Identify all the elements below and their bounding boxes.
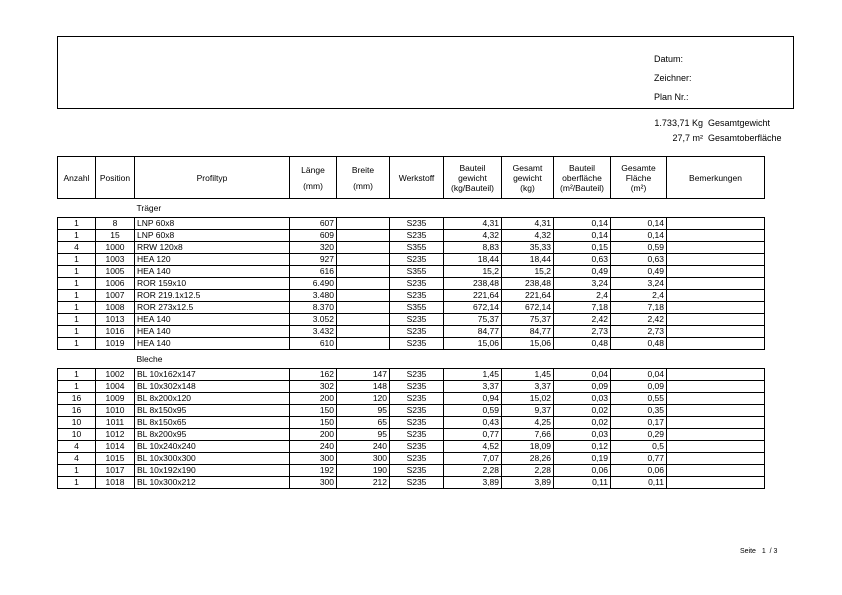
col-anzahl: Anzahl: [58, 157, 96, 199]
cell-laenge: 200: [290, 393, 337, 405]
cell-werkstoff: S235: [390, 465, 444, 477]
cell-gesamtgewicht: 7,66: [502, 429, 554, 441]
cell-breite: 240: [337, 441, 390, 453]
cell-bauteiloberflaeche: 0,03: [554, 429, 611, 441]
cell-werkstoff: S235: [390, 417, 444, 429]
cell-position: 1009: [96, 393, 135, 405]
table-header-row: [58, 157, 765, 199]
cell-profiltyp: HEA 140: [135, 338, 290, 350]
cell-gesamtgewicht: 238,48: [502, 278, 554, 290]
cell-bauteilgewicht: 672,14: [444, 302, 502, 314]
cell-profiltyp: HEA 140: [135, 266, 290, 278]
cell-bemerkungen: [667, 338, 765, 350]
cell-gesamtflaeche: 0,14: [611, 230, 667, 242]
cell-bemerkungen: [667, 381, 765, 393]
cell-werkstoff: S235: [390, 441, 444, 453]
col-bauteiloberflaeche: Bauteil oberfläche (m²/Bauteil): [554, 157, 611, 199]
table-row: [58, 477, 765, 489]
cell-anzahl: 1: [58, 278, 96, 290]
cell-gesamtflaeche: 0,35: [611, 405, 667, 417]
cell-bauteiloberflaeche: 0,63: [554, 254, 611, 266]
cell-gesamtgewicht: 9,37: [502, 405, 554, 417]
col-gesamtflaeche: Gesamte Fläche (m²): [611, 157, 667, 199]
group-title: Träger: [136, 203, 162, 213]
cell-bauteilgewicht: 221,64: [444, 290, 502, 302]
cell-bauteiloberflaeche: 0,06: [554, 465, 611, 477]
page-current: 1: [761, 548, 766, 555]
cell-bauteilgewicht: 15,06: [444, 338, 502, 350]
table-row: [58, 254, 765, 266]
cell-bauteiloberflaeche: 0,11: [554, 477, 611, 489]
total-weight-label: Gesamtgewicht: [708, 118, 771, 128]
cell-position: 1006: [96, 278, 135, 290]
cell-laenge: 240: [290, 441, 337, 453]
cell-gesamtgewicht: 4,25: [502, 417, 554, 429]
cell-anzahl: 4: [58, 242, 96, 254]
cell-bauteiloberflaeche: 0,02: [554, 405, 611, 417]
cell-gesamtflaeche: 0,14: [611, 218, 667, 230]
cell-breite: 95: [337, 405, 390, 417]
cell-bemerkungen: [667, 417, 765, 429]
cell-bemerkungen: [667, 477, 765, 489]
cell-anzahl: 1: [58, 254, 96, 266]
cell-breite: [337, 254, 390, 266]
cell-position: 1016: [96, 326, 135, 338]
cell-werkstoff: S235: [390, 218, 444, 230]
cell-bemerkungen: [667, 278, 765, 290]
cell-gesamtflaeche: 0,55: [611, 393, 667, 405]
cell-anzahl: 16: [58, 405, 96, 417]
cell-position: 1011: [96, 417, 135, 429]
cell-bauteiloberflaeche: 2,73: [554, 326, 611, 338]
cell-laenge: 320: [290, 242, 337, 254]
cell-profiltyp: ROR 219.1x12.5: [135, 290, 290, 302]
cell-gesamtgewicht: 2,28: [502, 465, 554, 477]
cell-gesamtflaeche: 0,59: [611, 242, 667, 254]
col-bemerkungen: Bemerkungen: [667, 157, 765, 199]
cell-bauteiloberflaeche: 0,04: [554, 369, 611, 381]
cell-gesamtgewicht: 18,44: [502, 254, 554, 266]
cell-position: 1013: [96, 314, 135, 326]
cell-werkstoff: S355: [390, 242, 444, 254]
cell-position: 1010: [96, 405, 135, 417]
table-row: [58, 405, 765, 417]
table-row: [58, 393, 765, 405]
cell-bauteilgewicht: 4,32: [444, 230, 502, 242]
cell-werkstoff: S355: [390, 266, 444, 278]
cell-gesamtgewicht: 18,09: [502, 441, 554, 453]
cell-anzahl: 1: [58, 326, 96, 338]
cell-anzahl: 1: [58, 218, 96, 230]
cell-werkstoff: S235: [390, 326, 444, 338]
cell-laenge: 3.052: [290, 314, 337, 326]
cell-profiltyp: BL 8x200x120: [135, 393, 290, 405]
table-row: [58, 369, 765, 381]
cell-gesamtflaeche: 0,09: [611, 381, 667, 393]
cell-position: 1000: [96, 242, 135, 254]
cell-profiltyp: HEA 140: [135, 326, 290, 338]
table-row: [58, 302, 765, 314]
zeichner-label: Zeichner:: [654, 73, 692, 83]
cell-werkstoff: S235: [390, 314, 444, 326]
cell-laenge: 616: [290, 266, 337, 278]
cell-position: 1019: [96, 338, 135, 350]
cell-gesamtgewicht: 4,32: [502, 230, 554, 242]
cell-profiltyp: ROR 273x12.5: [135, 302, 290, 314]
table-row: [58, 326, 765, 338]
cell-bemerkungen: [667, 230, 765, 242]
cell-anzahl: 1: [58, 381, 96, 393]
cell-werkstoff: S235: [390, 278, 444, 290]
cell-bauteilgewicht: 15,2: [444, 266, 502, 278]
cell-bauteiloberflaeche: 7,18: [554, 302, 611, 314]
cell-anzahl: 1: [58, 369, 96, 381]
cell-profiltyp: HEA 140: [135, 314, 290, 326]
cell-bauteilgewicht: 0,43: [444, 417, 502, 429]
cell-profiltyp: BL 10x300x300: [135, 453, 290, 465]
cell-position: 1017: [96, 465, 135, 477]
cell-anzahl: 10: [58, 417, 96, 429]
cell-breite: [337, 278, 390, 290]
page-footer: [740, 548, 777, 555]
cell-gesamtflaeche: 0,06: [611, 465, 667, 477]
cell-gesamtflaeche: 2,4: [611, 290, 667, 302]
cell-werkstoff: S235: [390, 429, 444, 441]
cell-bauteilgewicht: 84,77: [444, 326, 502, 338]
cell-laenge: 6.490: [290, 278, 337, 290]
cell-breite: 190: [337, 465, 390, 477]
cell-breite: [337, 326, 390, 338]
page-total: / 3: [769, 548, 778, 555]
cell-position: 1018: [96, 477, 135, 489]
cell-gesamtgewicht: 672,14: [502, 302, 554, 314]
cell-breite: 95: [337, 429, 390, 441]
cell-anzahl: 1: [58, 230, 96, 242]
cell-breite: 65: [337, 417, 390, 429]
cell-breite: 212: [337, 477, 390, 489]
cell-bemerkungen: [667, 218, 765, 230]
cell-laenge: 192: [290, 465, 337, 477]
cell-bauteiloberflaeche: 0,14: [554, 218, 611, 230]
cell-laenge: 300: [290, 477, 337, 489]
total-weight-value: 1.733,71: [654, 118, 690, 128]
cell-laenge: 3.480: [290, 290, 337, 302]
cell-bauteilgewicht: 2,28: [444, 465, 502, 477]
cell-position: 1012: [96, 429, 135, 441]
cell-bauteiloberflaeche: 0,12: [554, 441, 611, 453]
table-row: [58, 218, 765, 230]
page-label: Seite: [740, 548, 756, 555]
cell-gesamtgewicht: 4,31: [502, 218, 554, 230]
cell-gesamtflaeche: 0,17: [611, 417, 667, 429]
cell-bauteiloberflaeche: 0,49: [554, 266, 611, 278]
totals-labels: [708, 116, 782, 146]
cell-position: 1014: [96, 441, 135, 453]
cell-breite: 300: [337, 453, 390, 465]
cell-bauteilgewicht: 0,77: [444, 429, 502, 441]
cell-position: 1007: [96, 290, 135, 302]
table-row: [58, 465, 765, 477]
cell-profiltyp: RRW 120x8: [135, 242, 290, 254]
cell-anzahl: 1: [58, 314, 96, 326]
cell-position: 1008: [96, 302, 135, 314]
cell-werkstoff: S235: [390, 338, 444, 350]
cell-breite: [337, 302, 390, 314]
group-title: Bleche: [136, 354, 163, 364]
cell-anzahl: 16: [58, 393, 96, 405]
cell-bemerkungen: [667, 453, 765, 465]
cell-profiltyp: BL 8x150x95: [135, 405, 290, 417]
table-row: [58, 453, 765, 465]
cell-breite: [337, 230, 390, 242]
cell-bemerkungen: [667, 393, 765, 405]
table-row: [58, 242, 765, 254]
table-row: [58, 441, 765, 453]
cell-anzahl: 1: [58, 290, 96, 302]
cell-gesamtflaeche: 0,63: [611, 254, 667, 266]
cell-werkstoff: S235: [390, 290, 444, 302]
cell-gesamtgewicht: 35,33: [502, 242, 554, 254]
cell-bauteiloberflaeche: 2,4: [554, 290, 611, 302]
cell-bauteilgewicht: 7,07: [444, 453, 502, 465]
cell-position: 8: [96, 218, 135, 230]
cell-bauteiloberflaeche: 0,09: [554, 381, 611, 393]
cell-bemerkungen: [667, 326, 765, 338]
cell-bauteiloberflaeche: 2,42: [554, 314, 611, 326]
cell-bemerkungen: [667, 290, 765, 302]
cell-bemerkungen: [667, 369, 765, 381]
col-werkstoff: Werkstoff: [390, 157, 444, 199]
cell-bauteiloberflaeche: 0,03: [554, 393, 611, 405]
cell-bauteilgewicht: 75,37: [444, 314, 502, 326]
cell-bauteilgewicht: 238,48: [444, 278, 502, 290]
cell-breite: [337, 314, 390, 326]
cell-gesamtflaeche: 0,77: [611, 453, 667, 465]
cell-breite: 148: [337, 381, 390, 393]
cell-position: 1003: [96, 254, 135, 266]
title-block-fields: [654, 50, 692, 107]
cell-gesamtflaeche: 0,11: [611, 477, 667, 489]
cell-bemerkungen: [667, 302, 765, 314]
cell-profiltyp: ROR 159x10: [135, 278, 290, 290]
cell-profiltyp: LNP 60x8: [135, 218, 290, 230]
cell-breite: [337, 338, 390, 350]
datum-label: Datum:: [654, 54, 684, 64]
cell-gesamtgewicht: 75,37: [502, 314, 554, 326]
cell-gesamtflaeche: 2,42: [611, 314, 667, 326]
cell-laenge: 150: [290, 417, 337, 429]
cell-anzahl: 4: [58, 453, 96, 465]
col-bauteilgewicht: Bauteil gewicht (kg/Bauteil): [444, 157, 502, 199]
cell-bauteilgewicht: 0,59: [444, 405, 502, 417]
cell-werkstoff: S235: [390, 254, 444, 266]
cell-bemerkungen: [667, 242, 765, 254]
cell-gesamtflaeche: 7,18: [611, 302, 667, 314]
table-row: [58, 266, 765, 278]
cell-werkstoff: S235: [390, 405, 444, 417]
cell-gesamtflaeche: 0,5: [611, 441, 667, 453]
cell-breite: [337, 218, 390, 230]
cell-gesamtgewicht: 1,45: [502, 369, 554, 381]
cell-bauteilgewicht: 3,37: [444, 381, 502, 393]
cell-bemerkungen: [667, 441, 765, 453]
cell-laenge: 150: [290, 405, 337, 417]
cell-gesamtflaeche: 3,24: [611, 278, 667, 290]
cell-laenge: 3.432: [290, 326, 337, 338]
group-header-row: [58, 199, 765, 218]
cell-gesamtgewicht: 15,2: [502, 266, 554, 278]
cell-gesamtgewicht: 84,77: [502, 326, 554, 338]
cell-profiltyp: BL 10x192x190: [135, 465, 290, 477]
cell-laenge: 200: [290, 429, 337, 441]
cell-gesamtflaeche: 0,49: [611, 266, 667, 278]
cell-bemerkungen: [667, 254, 765, 266]
cell-bauteilgewicht: 4,31: [444, 218, 502, 230]
cell-laenge: 300: [290, 453, 337, 465]
cell-anzahl: 1: [58, 465, 96, 477]
cell-gesamtflaeche: 2,73: [611, 326, 667, 338]
cell-gesamtgewicht: 3,37: [502, 381, 554, 393]
cell-werkstoff: S235: [390, 381, 444, 393]
cell-bauteiloberflaeche: 0,02: [554, 417, 611, 429]
total-area-unit: m²: [692, 133, 703, 143]
cell-laenge: 607: [290, 218, 337, 230]
cell-profiltyp: BL 10x240x240: [135, 441, 290, 453]
cell-profiltyp: BL 10x300x212: [135, 477, 290, 489]
col-gesamtgewicht: Gesamt gewicht (kg): [502, 157, 554, 199]
cell-laenge: 302: [290, 381, 337, 393]
cell-bauteilgewicht: 1,45: [444, 369, 502, 381]
cell-breite: 147: [337, 369, 390, 381]
cell-breite: [337, 290, 390, 302]
totals-values: [560, 116, 703, 146]
cell-bemerkungen: [667, 314, 765, 326]
cell-profiltyp: BL 10x302x148: [135, 381, 290, 393]
cell-laenge: 927: [290, 254, 337, 266]
cell-bauteilgewicht: 18,44: [444, 254, 502, 266]
table-row: [58, 381, 765, 393]
cell-profiltyp: BL 8x200x95: [135, 429, 290, 441]
cell-anzahl: 1: [58, 302, 96, 314]
cell-bemerkungen: [667, 429, 765, 441]
cell-werkstoff: S235: [390, 393, 444, 405]
cell-breite: [337, 242, 390, 254]
cell-bemerkungen: [667, 405, 765, 417]
col-laenge: Länge (mm): [290, 157, 337, 199]
cell-werkstoff: S235: [390, 477, 444, 489]
cell-gesamtflaeche: 0,04: [611, 369, 667, 381]
cell-breite: [337, 266, 390, 278]
total-area-value: 27,7: [672, 133, 690, 143]
col-position: Position: [96, 157, 135, 199]
cell-laenge: 609: [290, 230, 337, 242]
cell-bauteilgewicht: 0,94: [444, 393, 502, 405]
cell-werkstoff: S235: [390, 230, 444, 242]
cell-gesamtgewicht: 28,26: [502, 453, 554, 465]
cell-bauteilgewicht: 8,83: [444, 242, 502, 254]
cell-bauteiloberflaeche: 0,48: [554, 338, 611, 350]
total-weight-unit: Kg: [691, 118, 703, 128]
cell-werkstoff: S235: [390, 453, 444, 465]
cell-bauteilgewicht: 3,89: [444, 477, 502, 489]
table-row: [58, 314, 765, 326]
cell-profiltyp: BL 10x162x147: [135, 369, 290, 381]
cell-profiltyp: HEA 120: [135, 254, 290, 266]
group-header-row: [58, 350, 765, 369]
cell-bemerkungen: [667, 266, 765, 278]
cell-bauteiloberflaeche: 0,15: [554, 242, 611, 254]
cell-position: 1004: [96, 381, 135, 393]
cell-position: 15: [96, 230, 135, 242]
cell-gesamtgewicht: 3,89: [502, 477, 554, 489]
table-row: [58, 429, 765, 441]
table-row: [58, 417, 765, 429]
plan-label: Plan Nr.:: [654, 92, 689, 102]
parts-table: [57, 156, 765, 489]
cell-laenge: 8.370: [290, 302, 337, 314]
total-area-label: Gesamtoberfläche: [708, 133, 782, 143]
col-breite: Breite (mm): [337, 157, 390, 199]
table-row: [58, 230, 765, 242]
table-row: [58, 338, 765, 350]
cell-laenge: 610: [290, 338, 337, 350]
cell-werkstoff: S355: [390, 302, 444, 314]
cell-bemerkungen: [667, 465, 765, 477]
cell-gesamtgewicht: 15,06: [502, 338, 554, 350]
table-row: [58, 290, 765, 302]
cell-bauteiloberflaeche: 0,14: [554, 230, 611, 242]
col-profiltyp: Profiltyp: [135, 157, 290, 199]
cell-profiltyp: BL 8x150x65: [135, 417, 290, 429]
cell-anzahl: 10: [58, 429, 96, 441]
cell-gesamtflaeche: 0,48: [611, 338, 667, 350]
cell-werkstoff: S235: [390, 369, 444, 381]
cell-anzahl: 1: [58, 477, 96, 489]
cell-laenge: 162: [290, 369, 337, 381]
cell-anzahl: 4: [58, 441, 96, 453]
cell-gesamtflaeche: 0,29: [611, 429, 667, 441]
table-row: [58, 278, 765, 290]
cell-position: 1002: [96, 369, 135, 381]
cell-anzahl: 1: [58, 338, 96, 350]
cell-bauteiloberflaeche: 0,19: [554, 453, 611, 465]
cell-bauteilgewicht: 4,52: [444, 441, 502, 453]
cell-position: 1005: [96, 266, 135, 278]
cell-gesamtgewicht: 15,02: [502, 393, 554, 405]
cell-position: 1015: [96, 453, 135, 465]
cell-breite: 120: [337, 393, 390, 405]
cell-anzahl: 1: [58, 266, 96, 278]
cell-profiltyp: LNP 60x8: [135, 230, 290, 242]
cell-gesamtgewicht: 221,64: [502, 290, 554, 302]
cell-bauteiloberflaeche: 3,24: [554, 278, 611, 290]
